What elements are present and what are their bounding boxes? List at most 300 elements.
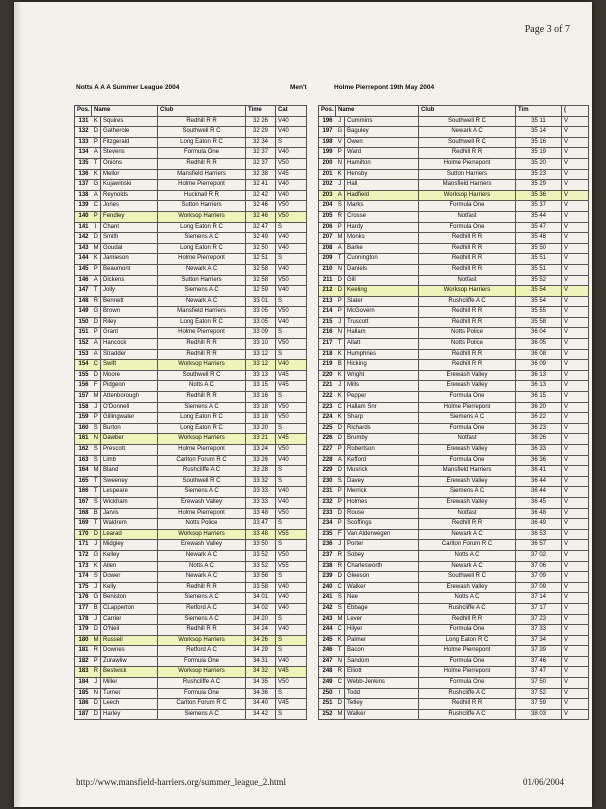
- table-row: [319, 540, 589, 551]
- initial-cell: B: [336, 360, 345, 371]
- surname-cell: Jarvis: [101, 508, 158, 519]
- time-cell: 35 29: [516, 180, 562, 191]
- surname-cell: Sobey: [345, 550, 419, 561]
- position-cell: 221: [319, 381, 336, 392]
- category-cell: V: [562, 413, 589, 424]
- time-cell: 35 14: [516, 127, 562, 138]
- table-row: [75, 296, 307, 307]
- surname-cell: Grant: [101, 328, 158, 339]
- initial-cell: C: [92, 201, 101, 212]
- surname-cell: Daniels: [345, 264, 419, 275]
- initial-cell: C: [92, 360, 101, 371]
- category-cell: V: [562, 158, 589, 169]
- venue-date: Holme Pierrepont 19th May 2004: [334, 84, 435, 91]
- time-cell: 34 31: [246, 656, 276, 667]
- table-row: [319, 656, 589, 667]
- club-cell: Erewash Valley: [158, 540, 246, 551]
- initial-cell: P: [92, 328, 101, 339]
- category-cell: V: [562, 656, 589, 667]
- initial-cell: A: [92, 275, 101, 286]
- table-row: [319, 275, 589, 286]
- col-name: Name: [336, 106, 419, 117]
- category-cell: V45: [276, 381, 307, 392]
- surname-cell: Scoffings: [345, 519, 419, 530]
- position-cell: 131: [75, 116, 92, 127]
- position-cell: 174: [75, 572, 92, 583]
- club-cell: Redhill R R: [419, 243, 516, 254]
- surname-cell: Beaumont: [101, 264, 158, 275]
- time-cell: 36 44: [516, 476, 562, 487]
- initial-cell: P: [92, 656, 101, 667]
- surname-cell: Leech: [101, 699, 158, 710]
- club-cell: Redhill R R: [419, 349, 516, 360]
- initial-cell: T: [92, 519, 101, 530]
- club-cell: Redhill R R: [419, 699, 516, 710]
- table-row: [319, 476, 589, 487]
- surname-cell: Hallam: [345, 328, 419, 339]
- table-row: [319, 699, 589, 710]
- club-cell: Southwell R C: [158, 476, 246, 487]
- category-cell: S: [276, 392, 307, 403]
- table-row: [75, 434, 307, 445]
- time-cell: 37 09: [516, 572, 562, 583]
- initial-cell: D: [92, 233, 101, 244]
- time-cell: 35 54: [516, 296, 562, 307]
- category-cell: V40: [276, 360, 307, 371]
- surname-cell: Humphries: [345, 349, 419, 360]
- table-row: [75, 550, 307, 561]
- time-cell: 36 22: [516, 413, 562, 424]
- surname-cell: Bennett: [101, 296, 158, 307]
- position-cell: 227: [319, 445, 336, 456]
- club-cell: Notts A C: [419, 593, 516, 604]
- table-row: [75, 688, 307, 699]
- table-row: [319, 667, 589, 678]
- club-cell: Redhill R R: [419, 360, 516, 371]
- time-cell: 33 12: [246, 360, 276, 371]
- time-cell: 35 54: [516, 286, 562, 297]
- position-cell: 239: [319, 572, 336, 583]
- category-cell: V40: [276, 487, 307, 498]
- position-cell: 136: [75, 169, 92, 180]
- surname-cell: Hallam Snr: [345, 402, 419, 413]
- club-cell: Carlton Forum R C: [158, 699, 246, 710]
- surname-cell: Kefford: [345, 455, 419, 466]
- initial-cell: P: [336, 222, 345, 233]
- club-cell: Redhill R R: [158, 392, 246, 403]
- initial-cell: P: [336, 296, 345, 307]
- club-cell: Newark A C: [419, 529, 516, 540]
- initial-cell: M: [92, 392, 101, 403]
- category-cell: V50: [276, 508, 307, 519]
- col-club: Club: [419, 106, 516, 117]
- time-cell: 37 14: [516, 593, 562, 604]
- category-cell: V: [562, 264, 589, 275]
- surname-cell: Lever: [345, 614, 419, 625]
- position-cell: 249: [319, 678, 336, 689]
- col-time: Time: [246, 106, 276, 117]
- initial-cell: J: [336, 540, 345, 551]
- table-header-row: [75, 106, 307, 117]
- club-cell: Long Eaton R C: [158, 222, 246, 233]
- surname-cell: Brown: [101, 307, 158, 318]
- results-page: [14, 2, 592, 807]
- surname-cell: Jones: [101, 201, 158, 212]
- table-row: [319, 455, 589, 466]
- position-cell: 228: [319, 455, 336, 466]
- initial-cell: D: [92, 370, 101, 381]
- surname-cell: Richards: [345, 423, 419, 434]
- initial-cell: D: [92, 317, 101, 328]
- club-cell: Rushcliffe A C: [158, 678, 246, 689]
- table-row: [75, 402, 307, 413]
- time-cell: 36 36: [516, 455, 562, 466]
- initial-cell: F: [92, 381, 101, 392]
- table-row: [75, 667, 307, 678]
- category-cell: V: [562, 275, 589, 286]
- time-cell: 32 26: [246, 116, 276, 127]
- position-cell: 135: [75, 158, 92, 169]
- initial-cell: K: [92, 254, 101, 265]
- category-cell: S: [276, 614, 307, 625]
- surname-cell: Keeling: [345, 286, 419, 297]
- surname-cell: Brumby: [345, 434, 419, 445]
- club-cell: Redhill R R: [158, 582, 246, 593]
- initial-cell: R: [92, 646, 101, 657]
- surname-cell: O'Donnell: [101, 402, 158, 413]
- initial-cell: J: [336, 180, 345, 191]
- col-name: Name: [92, 106, 158, 117]
- initial-cell: S: [336, 593, 345, 604]
- footer-url: http://www.mansfield-harriers.org/summer_league_2.html: [76, 777, 286, 787]
- position-cell: 169: [75, 519, 92, 530]
- surname-cell: Todd: [345, 688, 419, 699]
- surname-cell: Bland: [101, 466, 158, 477]
- time-cell: 36 08: [516, 349, 562, 360]
- position-cell: 223: [319, 402, 336, 413]
- position-cell: 151: [75, 328, 92, 339]
- category-cell: V: [562, 402, 589, 413]
- initial-cell: J: [336, 116, 345, 127]
- club-cell: Erewash Valley: [419, 370, 516, 381]
- surname-cell: Bacon: [345, 646, 419, 657]
- table-row: [319, 233, 589, 244]
- time-cell: 37 33: [516, 625, 562, 636]
- position-cell: 203: [319, 190, 336, 201]
- position-cell: 158: [75, 402, 92, 413]
- category-cell: S: [276, 296, 307, 307]
- club-cell: Siemens A C: [419, 487, 516, 498]
- table-row: [319, 180, 589, 191]
- table-row: [75, 317, 307, 328]
- category-cell: S: [276, 476, 307, 487]
- club-cell: Redhill R R: [158, 116, 246, 127]
- time-cell: 32 38: [246, 169, 276, 180]
- position-cell: 242: [319, 603, 336, 614]
- club-cell: Long Eaton R C: [158, 423, 246, 434]
- time-cell: 32 41: [246, 180, 276, 191]
- surname-cell: Charlesworth: [345, 561, 419, 572]
- surname-cell: Waldrem: [101, 519, 158, 530]
- position-cell: 187: [75, 709, 92, 720]
- position-cell: 224: [319, 413, 336, 424]
- club-cell: Notts A C: [158, 561, 246, 572]
- time-cell: 35 55: [516, 307, 562, 318]
- initial-cell: R: [336, 550, 345, 561]
- table-row: [75, 158, 307, 169]
- time-cell: 36 44: [516, 487, 562, 498]
- position-cell: 237: [319, 550, 336, 561]
- position-cell: 157: [75, 392, 92, 403]
- time-cell: 36 13: [516, 381, 562, 392]
- table-row: [319, 137, 589, 148]
- category-cell: V: [562, 529, 589, 540]
- position-cell: 241: [319, 593, 336, 604]
- time-cell: 36 20: [516, 402, 562, 413]
- position-cell: 179: [75, 625, 92, 636]
- time-cell: 37 06: [516, 561, 562, 572]
- time-cell: 36 09: [516, 360, 562, 371]
- initial-cell: P: [336, 519, 345, 530]
- initial-cell: R: [336, 667, 345, 678]
- category-cell: V: [562, 550, 589, 561]
- surname-cell: Barke: [345, 243, 419, 254]
- time-cell: 35 51: [516, 254, 562, 265]
- time-cell: 37 46: [516, 656, 562, 667]
- time-cell: 33 52: [246, 550, 276, 561]
- category-cell: V50: [276, 550, 307, 561]
- table-row: [75, 466, 307, 477]
- position-cell: 137: [75, 180, 92, 191]
- position-cell: 214: [319, 307, 336, 318]
- time-cell: 35 52: [516, 275, 562, 286]
- initial-cell: R: [336, 561, 345, 572]
- table-row: [75, 137, 307, 148]
- table-row: [75, 540, 307, 551]
- surname-cell: Harley: [101, 709, 158, 720]
- table-row: [75, 328, 307, 339]
- initial-cell: P: [336, 487, 345, 498]
- club-cell: Redhill R R: [419, 233, 516, 244]
- surname-cell: Fitzgerald: [101, 137, 158, 148]
- position-cell: 250: [319, 688, 336, 699]
- position-cell: 141: [75, 222, 92, 233]
- club-cell: Siemens A C: [158, 402, 246, 413]
- table-row: [319, 392, 589, 403]
- surname-cell: Downes: [101, 646, 158, 657]
- time-cell: 34 42: [246, 709, 276, 720]
- table-row: [75, 169, 307, 180]
- position-cell: 208: [319, 243, 336, 254]
- time-cell: 33 18: [246, 402, 276, 413]
- position-cell: 150: [75, 317, 92, 328]
- col-pos: Pos.: [319, 106, 336, 117]
- table-row: [75, 529, 307, 540]
- time-cell: 33 12: [246, 349, 276, 360]
- position-cell: 145: [75, 264, 92, 275]
- position-cell: 178: [75, 614, 92, 625]
- table-row: [75, 116, 307, 127]
- table-row: [75, 678, 307, 689]
- time-cell: 37 52: [516, 688, 562, 699]
- initial-cell: D: [92, 699, 101, 710]
- club-cell: Holme Pierrepont: [419, 667, 516, 678]
- club-cell: Notts A C: [158, 381, 246, 392]
- position-cell: 164: [75, 466, 92, 477]
- initial-cell: G: [92, 307, 101, 318]
- time-cell: 32 49: [246, 233, 276, 244]
- time-cell: 36 48: [516, 508, 562, 519]
- club-cell: Southwell R C: [419, 137, 516, 148]
- club-cell: Siemens A C: [158, 286, 246, 297]
- initial-cell: K: [92, 116, 101, 127]
- club-cell: Long Eaton R C: [419, 635, 516, 646]
- position-cell: 143: [75, 243, 92, 254]
- initial-cell: G: [92, 180, 101, 191]
- position-cell: 142: [75, 233, 92, 244]
- club-cell: Formula One: [419, 656, 516, 667]
- surname-cell: Stradder: [101, 349, 158, 360]
- table-row: [75, 508, 307, 519]
- initial-cell: N: [92, 434, 101, 445]
- surname-cell: Smith: [101, 233, 158, 244]
- category-cell: V45: [276, 667, 307, 678]
- initial-cell: A: [92, 349, 101, 360]
- surname-cell: Monks: [345, 233, 419, 244]
- table-row: [75, 127, 307, 138]
- category-cell: S: [276, 635, 307, 646]
- category-cell: V40: [276, 317, 307, 328]
- category-cell: V: [562, 635, 589, 646]
- position-cell: 159: [75, 413, 92, 424]
- club-cell: Formula One: [419, 392, 516, 403]
- category-cell: V40: [276, 455, 307, 466]
- footer-date: 01/06/2004: [522, 777, 564, 787]
- time-cell: 37 39: [516, 646, 562, 657]
- position-cell: 201: [319, 169, 336, 180]
- table-row: [75, 455, 307, 466]
- position-cell: 146: [75, 275, 92, 286]
- surname-cell: Slater: [345, 296, 419, 307]
- category-cell: V: [562, 455, 589, 466]
- table-row: [75, 561, 307, 572]
- surname-cell: Dower: [101, 572, 158, 583]
- initial-cell: P: [336, 445, 345, 456]
- time-cell: 36 49: [516, 519, 562, 530]
- col-pos: Pos.: [75, 106, 92, 117]
- surname-cell: Chant: [101, 222, 158, 233]
- category-cell: V: [562, 561, 589, 572]
- club-cell: Redhill R R: [158, 349, 246, 360]
- time-cell: 32 59: [246, 286, 276, 297]
- time-cell: 37 17: [516, 603, 562, 614]
- initial-cell: D: [336, 286, 345, 297]
- club-cell: Redhill R R: [419, 254, 516, 265]
- surname-cell: Sharp: [345, 413, 419, 424]
- surname-cell: McGovern: [345, 307, 419, 318]
- initial-cell: B: [92, 603, 101, 614]
- surname-cell: Reynolds: [101, 190, 158, 201]
- initial-cell: D: [336, 275, 345, 286]
- surname-cell: Learad: [101, 529, 158, 540]
- position-cell: 199: [319, 148, 336, 159]
- time-cell: 35 48: [516, 233, 562, 244]
- club-cell: Redhill R R: [158, 625, 246, 636]
- table-row: [319, 625, 589, 636]
- category-cell: V: [562, 169, 589, 180]
- surname-cell: Carrier: [101, 614, 158, 625]
- surname-cell: Gill: [345, 275, 419, 286]
- position-cell: 213: [319, 296, 336, 307]
- table-row: [319, 413, 589, 424]
- time-cell: 36 57: [516, 540, 562, 551]
- initial-cell: P: [336, 497, 345, 508]
- table-row: [319, 360, 589, 371]
- club-cell: Siemens A C: [158, 614, 246, 625]
- category-cell: V50: [276, 201, 307, 212]
- page-number: Page 3 of 7: [524, 24, 570, 35]
- surname-cell: Owen: [345, 137, 419, 148]
- category-cell: V: [562, 211, 589, 222]
- category-cell: V50: [276, 402, 307, 413]
- time-cell: 37 59: [516, 699, 562, 710]
- surname-cell: Cummins: [345, 116, 419, 127]
- time-cell: 32 47: [246, 222, 276, 233]
- position-cell: 168: [75, 508, 92, 519]
- table-row: [75, 370, 307, 381]
- time-cell: 34 36: [246, 688, 276, 699]
- position-cell: 183: [75, 667, 92, 678]
- position-cell: 161: [75, 434, 92, 445]
- initial-cell: G: [92, 593, 101, 604]
- results-table-right: [318, 105, 589, 720]
- category-cell: V: [562, 625, 589, 636]
- club-cell: Notts Police: [419, 339, 516, 350]
- category-cell: V45: [276, 370, 307, 381]
- table-row: [75, 148, 307, 159]
- surname-cell: Jolly: [101, 286, 158, 297]
- initial-cell: N: [336, 656, 345, 667]
- table-row: [319, 678, 589, 689]
- table-row: [319, 614, 589, 625]
- position-cell: 155: [75, 370, 92, 381]
- surname-cell: Prescott: [101, 445, 158, 456]
- position-cell: 175: [75, 582, 92, 593]
- club-cell: Formula One: [158, 688, 246, 699]
- initial-cell: J: [336, 317, 345, 328]
- category-cell: V: [562, 328, 589, 339]
- surname-cell: Turner: [101, 688, 158, 699]
- initial-cell: D: [336, 572, 345, 583]
- time-cell: 34 40: [246, 699, 276, 710]
- surname-cell: Hamilton: [345, 158, 419, 169]
- position-cell: 240: [319, 582, 336, 593]
- surname-cell: O'Neil: [101, 625, 158, 636]
- club-cell: Notfast: [419, 211, 516, 222]
- table-row: [75, 264, 307, 275]
- surname-cell: Hardy: [345, 222, 419, 233]
- surname-cell: Hensby: [345, 169, 419, 180]
- category-cell: S: [276, 519, 307, 530]
- initial-cell: J: [336, 381, 345, 392]
- table-row: [75, 519, 307, 530]
- surname-cell: Wright: [345, 370, 419, 381]
- position-cell: 212: [319, 286, 336, 297]
- time-cell: 33 48: [246, 529, 276, 540]
- surname-cell: Burton: [101, 423, 158, 434]
- time-cell: 35 37: [516, 201, 562, 212]
- club-cell: Notts Police: [158, 519, 246, 530]
